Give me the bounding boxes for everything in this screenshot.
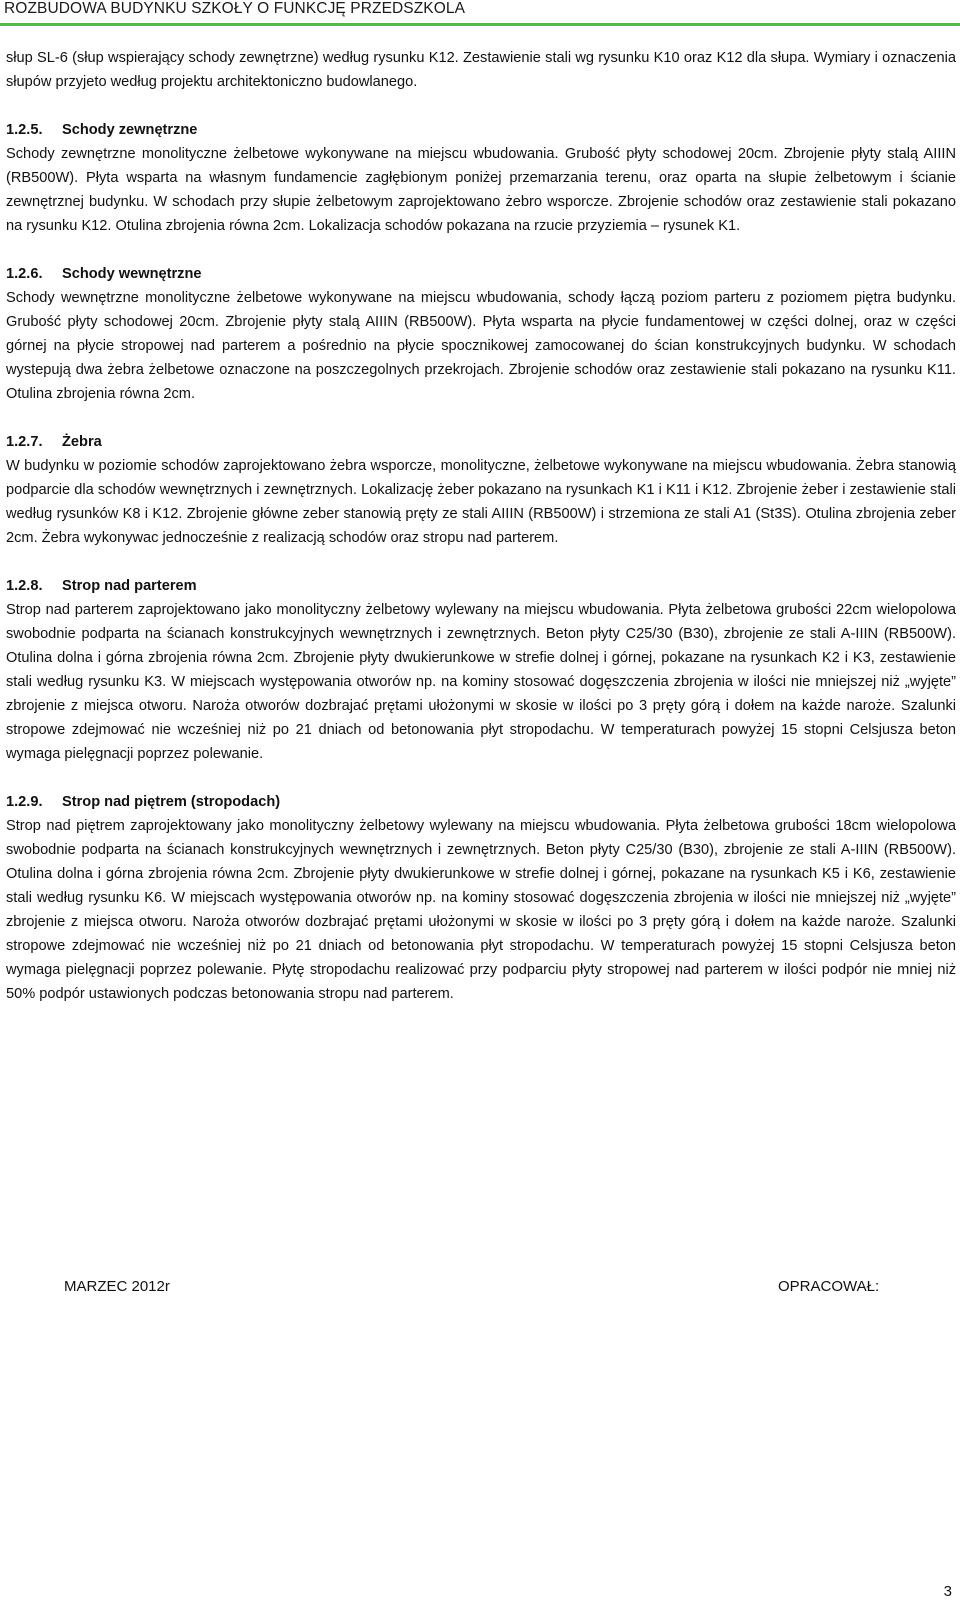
document-title: ROZBUDOWA BUDYNKU SZKOŁY O FUNKCJĘ PRZEDSZKOLA — [4, 0, 466, 17]
section-heading — [6, 790, 956, 814]
intro-paragraph: słup SL-6 (słup wspierający schody zewnętrzne) według rysunku K12. Zestawienie stali wg rysunku K10 oraz K12 dla słupa. Wymiary i oznaczenia słupów przyjeto według projektu architektoniczno budowlanego. — [6, 50, 956, 90]
page-number: 3 — [943, 1583, 952, 1600]
section-schody-zewnetrzne — [6, 118, 956, 238]
section-zebra — [6, 430, 956, 550]
section-heading — [6, 430, 956, 454]
section-title: Żebra — [62, 434, 102, 450]
section-number: 1.2.8. — [6, 578, 43, 594]
section-body: Schody zewnętrzne monolityczne żelbetowe wykonywane na miejscu wbudowania. Grubość płyty schodowej 20cm. Zbrojenie płyty stalą AIIIN (RB500W). Płyta wsparta na własnym fundamencie zagłębionym poniżej przemarzania terenu, oraz oparta na słupie żelbetowym i ścianie zewnętrznej budynku. W schodach przy słupie żelbetowym zaprojektowano żebro wsporcze. Zbrojenie schodów oraz zestawienie stali pokazano na rysunku K12. Otulina zbrojenia równa 2cm. Lokalizacja schodów pokazana na rzucie przyziemia – rysunek K1. — [6, 146, 956, 234]
section-title: Strop nad piętrem (stropodach) — [62, 794, 281, 810]
section-title: Strop nad parterem — [62, 578, 197, 594]
footer-author-label: OPRACOWAŁ: — [778, 1278, 880, 1295]
section-strop-nad-parterem — [6, 574, 956, 766]
document-body — [6, 46, 956, 1006]
section-heading — [6, 118, 956, 142]
footer-date: MARZEC 2012r — [64, 1278, 170, 1295]
header-rule — [0, 23, 960, 26]
section-number: 1.2.9. — [6, 794, 43, 810]
section-number: 1.2.7. — [6, 434, 43, 450]
section-body: W budynku w poziomie schodów zaprojektowano żebra wsporcze, monolityczne, żelbetowe wykonywane na miejscu wbudowania. Żebra stanowią podparcie dla schodów wewnętrznych i zewnętrznych. Lokalizację żeber pokazano na rysunkach K1 i K11 i K12. Zbrojenie żeber i zestawienie stali według rysunków K8 i K12. Zbrojenie główne zeber stanowią pręty ze stali AIIIN (RB500W) i strzemiona ze stali A1 (St3S). Otulina zbrojenia zeber 2cm. Żebra wykonywac jednocześnie z realizacją schodów oraz stropu nad parterem. — [6, 458, 956, 546]
section-strop-nad-pietrem — [6, 790, 956, 1006]
section-body: Schody wewnętrzne monolityczne żelbetowe wykonywane na miejscu wbudowania, schody łączą poziom parteru z poziomem piętra budynku. Grubość płyty schodowej 20cm. Zbrojenie płyty stalą AIIIN (RB500W). Płyta wsparta na płycie fundamentowej w części dolnej, oraz w części górnej na płycie stropowej nad parterem a pośrednio na płycie spocznikowej zamocowanej do ścian konstrukcyjnych budynku. W schodach wystepują dwa żebra żelbetowe oznaczone na poszczegolnych przekrojach. Zbrojenie schodów oraz zestawienie stali pokazano na rysunku K11. Otulina zbrojenia równa 2cm. — [6, 290, 956, 402]
section-number: 1.2.6. — [6, 266, 43, 282]
section-title: Schody zewnętrzne — [62, 122, 198, 138]
section-heading — [6, 574, 956, 598]
section-heading — [6, 262, 956, 286]
page-header — [0, 0, 960, 24]
section-title: Schody wewnętrzne — [62, 266, 202, 282]
section-schody-wewnetrzne — [6, 262, 956, 406]
section-body: Strop nad parterem zaprojektowano jako monolityczny żelbetowy wylewany na miejscu wbudowania. Płyta żelbetowa grubości 22cm wielopolowa swobodnie podparta na ścianach konstrukcyjnych wewnętrznych i zewnętrznych. Beton płyty C25/30 (B30), zbrojenie ze stali A-IIIN (RB500W). Otulina dolna i górna zbrojenia równa 2cm. Zbrojenie płyty dwukierunkowe w strefie dolnej i górnej, pokazane na rysunkach K2 i K3, zestawienie stali według rysunku K3. W miejscach występowania otworów np. na kominy stosować dogęszczenia zbrojenia w ilości nie mniejszej niż „wyjęte” zbrojenie z miejsca otworu. Naroża otworów dozbrajać prętami ułożonymi w skosie w ilości po 3 pręty górą i dołem na każde naroże. Szalunki stropowe zdejmować nie wcześniej niż po 21 dniach od betonowania płyt stropodachu. W temperaturach powyżej 15 stopni Celsjusza beton wymaga pielęgnacji poprzez polewanie. — [6, 602, 956, 762]
section-number: 1.2.5. — [6, 122, 43, 138]
section-body: Strop nad piętrem zaprojektowany jako monolityczny żelbetowy wylewany na miejscu wbudowania. Płyta żelbetowa grubości 18cm wielopolowa swobodnie podparta na ścianach konstrukcyjnych wewnętrznych i zewnętrznych. Beton płyty C25/30 (B30), zbrojenie ze stali A-IIIN (RB500W). Otulina dolna i górna zbrojenia równa 2cm. Zbrojenie płyty dwukierunkowe w strefie dolnej i górnej, pokazane na rysunkach K5 i K6, zestawienie stali według rysunku K6. W miejscach występowania otworów np. na kominy stosować dogęszczenia zbrojenia w ilości nie mniejszej niż „wyjęte” zbrojenie z miejsca otworu. Naroża otworów dozbrajać prętami ułożonymi w skosie w ilości po 3 pręty górą i dołem na każde naroże. Szalunki stropowe zdejmować nie wcześniej niż po 21 dniach od betonowania płyt stropodachu. W temperaturach powyżej 15 stopni Celsjusza beton wymaga pielęgnacji poprzez polewanie. Płytę stropodachu realizować przy podparciu płyty stropowej nad parterem w ilości podpór nie mniej niż 50% podpór ustawionych podczas betonowania stropu nad parterem. — [6, 818, 956, 1002]
